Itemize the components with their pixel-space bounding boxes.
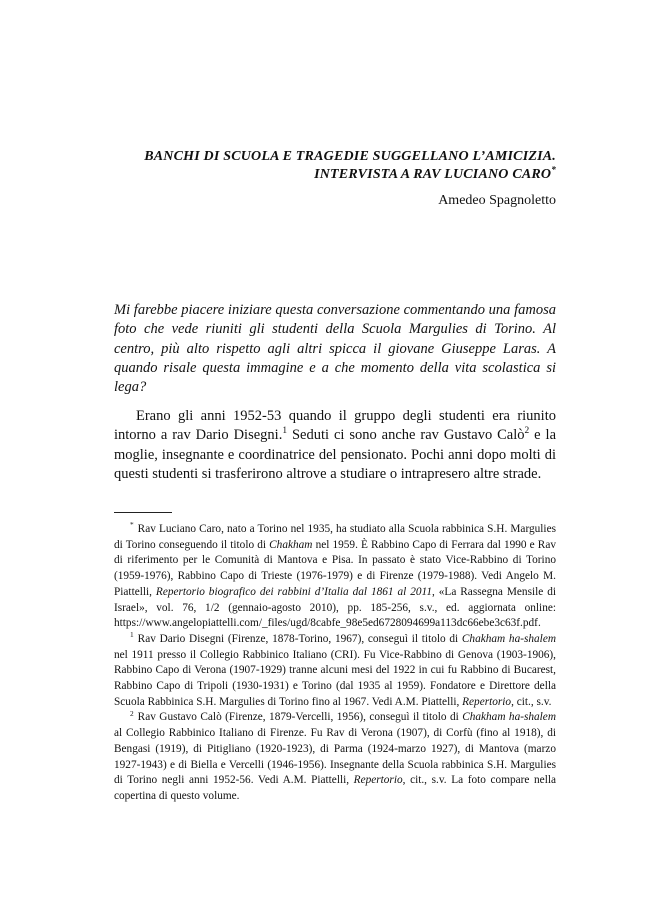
footnote-1-text-1: Rav Dario Disegni (Firenze, 1878-Torino, 1967), conseguì il titolo di bbox=[137, 632, 462, 645]
footnote-2-italic-2: Repertorio bbox=[353, 774, 403, 787]
title-line-2 bbox=[114, 166, 556, 184]
footnote-2-marker: 2 bbox=[130, 708, 134, 718]
footnote-1-text-3: , cit., s.v. bbox=[511, 695, 552, 708]
footnote-ref-2[interactable]: 2 bbox=[524, 426, 530, 437]
footnote-star-text-2: nel 1959. È Rabbino Capo di Ferrara dal 1990 e Rav di riferimento per le Comunità di Mantova e Pisa. In passato è stato Vice-Rabbino di Torino (1959-1976), Rabbino Capo di Trieste (1976-1979) e di Firenze (1979-1988). Vedi Angelo M. Piattelli, bbox=[114, 538, 556, 598]
footnote-1 bbox=[114, 632, 556, 711]
footnote-1-italic-2: Repertorio bbox=[462, 695, 512, 708]
footnote-star bbox=[114, 522, 556, 632]
footnote-star-italic-2: Repertorio biografico dei rabbini d’Italia dal 1861 al 2011 bbox=[155, 585, 432, 598]
footnote-2-italic-1: Chakham ha-shalem bbox=[462, 711, 556, 724]
answer-text-2: Seduti ci sono anche rav Gustavo Calò bbox=[287, 427, 525, 444]
title-line-1: BANCHI DI SCUOLA E TRAGEDIE SUGGELLANO L’AMICIZIA. bbox=[144, 149, 556, 164]
footnote-star-italic-1: Chakham bbox=[269, 538, 313, 551]
footnote-star-text-1: Rav Luciano Caro, nato a Torino nel 1935, ha studiato alla Scuola rabbinica S.H. Margulies di Torino conseguendo il titolo di bbox=[114, 523, 556, 551]
answer-text-3: e la moglie, insegnante e coordinatrice del pensionato. Pochi anni dopo molti di questi studenti si trasferirono altrove a studiare o intrapresero altre strade. bbox=[114, 427, 557, 482]
footnote-star-text-3: , «La Rassegna Mensile di Israel», vol. 76, 1/2 (gennaio-agosto 2010), pp. 185-256, s.v., ed. aggiornata online: https://www.angelopiattelli.com/_files/ugd/8cabfe_98e5ed6728094699a113dc66ebe3c63f.pdf. bbox=[114, 585, 556, 630]
footnote-star-marker: * bbox=[130, 520, 134, 530]
footnote-1-text-2: nel 1911 presso il Collegio Rabbinico Italiano (CRI). Fu Vice-Rabbino di Genova (1903-1906), Rabbino Capo di Verona (1907-1929) tranne alcuni mesi del 1922 in cui fu Rabbino di Bucarest, Rabbino Capo di Tripoli (1930-1931) e Torino (dal 1935 al 1959). Fondatore e Direttore della Scuola Rabbinica S.H. Margulies di Torino fino al 1967. Vedi A.M. Piattelli, bbox=[114, 648, 556, 708]
footnote-2 bbox=[114, 710, 556, 804]
footnote-2-text-1: Rav Gustavo Calò (Firenze, 1879-Vercelli, 1956), conseguì il titolo di bbox=[137, 711, 463, 724]
interview-question: Mi farebbe piacere iniziare questa conversazione commentando una famosa foto che vede riuniti gli studenti della Scuola Margulies di Torino. Al centro, più alto rispetto agli altri spicca il giovane Giuseppe Laras. A quando risale questa immagine e a che momento della vita scolastica si lega? bbox=[114, 302, 556, 396]
footnote-ref-1[interactable]: 1 bbox=[282, 426, 288, 437]
author-name: Amedeo Spagnoletto bbox=[438, 193, 556, 208]
footnote-1-marker: 1 bbox=[130, 630, 134, 640]
title-footnote-marker[interactable]: * bbox=[551, 164, 556, 175]
title-line-2-text: INTERVISTA A RAV LUCIANO CARO bbox=[314, 167, 552, 182]
footnotes bbox=[114, 522, 556, 805]
footnote-2-text-2: al Collegio Rabbinico Italiano di Firenze. Fu Rav di Verona (1907), di Corfù (fino al 1918), di Bengasi (1919), di Pitigliano (1920-1923), di Parma (1924-marzo 1927), di Mantova (marzo 1927-1943) e di Biella e Vercelli (1946-1956). Insegnante della Scuola rabbinica S.H. Margulies di Torino negli anni 1952-56. Vedi A.M. Piattelli, bbox=[114, 727, 556, 787]
article-title bbox=[114, 148, 556, 184]
footnote-1-italic-1: Chakham ha-shalem bbox=[461, 632, 556, 645]
interview-answer bbox=[114, 407, 556, 484]
footnote-2-text-3: , cit., s.v. La foto compare nella copertina di questo volume. bbox=[114, 774, 556, 802]
answer-text-1: Erano gli anni 1952-53 quando il gruppo degli studenti era riunito intorno a rav Dario Disegni. bbox=[114, 408, 556, 444]
footnote-separator bbox=[114, 512, 172, 513]
